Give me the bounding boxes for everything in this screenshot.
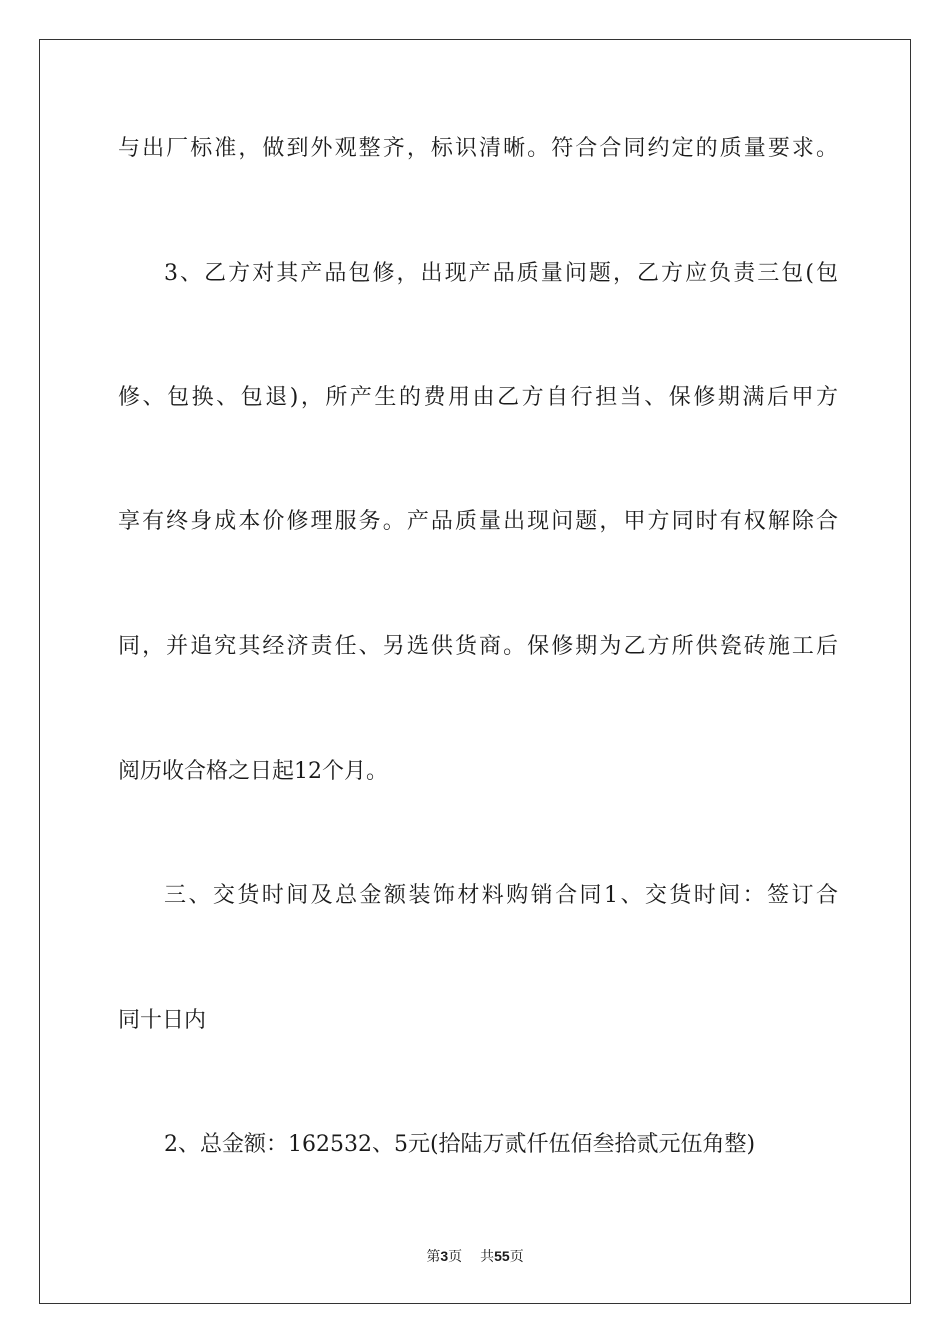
page-prefix: 第 bbox=[426, 1249, 441, 1265]
body-line-6: 阅历收合格之日起12个月。 bbox=[118, 759, 388, 784]
body-line-2: 3、乙方对其产品包修，出现产品质量问题，乙方应负责三包(包 bbox=[164, 261, 838, 286]
page-footer bbox=[0, 1247, 950, 1266]
body-line-5: 同，并追究其经济责任、另选供货商。保修期为乙方所供瓷砖施工后 bbox=[118, 634, 838, 659]
page-suffix: 页 bbox=[448, 1249, 463, 1265]
total-suffix: 页 bbox=[509, 1249, 524, 1265]
body-line-9: 2、总金额：162532、5元(拾陆万贰仟伍佰叁拾贰元伍角整) bbox=[164, 1132, 756, 1157]
body-line-8: 同十日内 bbox=[118, 1008, 207, 1033]
body-line-1: 与出厂标准，做到外观整齐，标识清晰。符合合同约定的质量要求。 bbox=[118, 136, 838, 161]
page-number: 3 bbox=[440, 1248, 449, 1264]
total-pages: 55 bbox=[494, 1248, 510, 1264]
body-line-7: 三、交货时间及总金额装饰材料购销合同1、交货时间：签订合 bbox=[164, 883, 838, 908]
page-border bbox=[39, 39, 911, 1304]
body-line-3: 修、包换、包退)，所产生的费用由乙方自行担当、保修期满后甲方 bbox=[118, 385, 838, 410]
body-line-4: 享有终身成本价修理服务。产品质量出现问题，甲方同时有权解除合 bbox=[118, 509, 838, 534]
total-prefix: 共 bbox=[480, 1249, 495, 1265]
